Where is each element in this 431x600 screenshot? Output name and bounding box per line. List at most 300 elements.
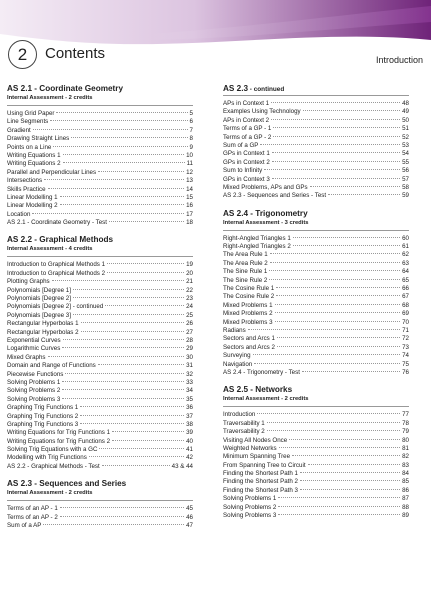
entry-page-number: 89	[402, 512, 409, 520]
entry-title: Weighted Networks	[223, 444, 277, 452]
contents-entry[interactable]	[7, 152, 193, 160]
dot-leader	[272, 178, 400, 179]
dot-leader	[273, 127, 400, 128]
contents-entry[interactable]	[223, 462, 409, 470]
section-assessment-credits: Internal Assessment - 4 credits	[7, 246, 93, 253]
contents-entry[interactable]	[7, 522, 193, 530]
section-divider	[223, 95, 409, 96]
entry-page-number: 13	[186, 177, 193, 185]
contents-entry[interactable]	[223, 504, 409, 512]
entry-page-number: 78	[402, 419, 409, 427]
dot-leader	[276, 295, 400, 296]
entry-page-number: 42	[186, 454, 193, 462]
dot-leader	[253, 354, 401, 355]
contents-entry[interactable]	[223, 125, 409, 133]
entry-title: The Sine Rule 1	[223, 268, 268, 276]
entry-title: Introduction to Graphical Methods 2	[7, 269, 106, 277]
dot-leader	[98, 171, 184, 172]
dot-leader	[73, 297, 184, 298]
contents-entry[interactable]	[7, 135, 193, 143]
contents-section	[223, 385, 409, 520]
dot-leader	[302, 371, 400, 372]
contents-entry[interactable]	[7, 454, 193, 462]
entry-title: Polynomials [Degree 2] - continued	[7, 303, 104, 311]
entry-title: Radians	[223, 326, 246, 334]
entry-title: AS 2.4 - Trigonometry - Test	[223, 368, 300, 376]
dot-leader	[33, 129, 188, 130]
entry-title: Sum to Infinity	[223, 167, 263, 175]
contents-entry[interactable]	[7, 362, 193, 370]
contents-entry[interactable]	[7, 320, 193, 328]
entry-page-number: 29	[186, 345, 193, 353]
entry-title: Visiting All Nodes Once	[223, 436, 288, 444]
entry-title: Finding the Shortest Path 1	[223, 470, 298, 478]
entry-title: AS 2.3 - Sequences and Series - Test	[223, 192, 327, 200]
section-heading	[7, 479, 193, 489]
section-label: Introduction	[375, 55, 423, 65]
contents-entry[interactable]	[223, 167, 409, 175]
contents-entry[interactable]	[223, 335, 409, 343]
dot-leader	[277, 346, 400, 347]
entry-page-number: 40	[186, 437, 193, 445]
contents-entry[interactable]	[7, 219, 193, 227]
entry-page-number: 23	[186, 295, 193, 303]
entry-page-number: 68	[402, 301, 409, 309]
contents-entry[interactable]	[7, 169, 193, 177]
dot-leader	[98, 364, 184, 365]
entry-page-number: 63	[402, 259, 409, 267]
dot-leader	[43, 524, 184, 525]
contents-entry[interactable]	[223, 470, 409, 478]
entry-page-number: 83	[402, 461, 409, 469]
dot-leader	[80, 406, 184, 407]
contents-section	[223, 209, 409, 378]
dot-leader	[271, 102, 400, 103]
entry-title: Graphing Trig Functions 2	[7, 412, 79, 420]
entry-title: Navigation	[223, 360, 253, 368]
section-heading-text: AS 2.3	[223, 84, 249, 93]
dot-leader	[62, 381, 184, 382]
contents-entry[interactable]	[223, 260, 409, 268]
entry-page-number: 51	[402, 125, 409, 133]
section-heading	[223, 209, 409, 219]
dot-leader	[275, 312, 401, 313]
dot-leader	[81, 331, 185, 332]
entry-page-number: 21	[186, 278, 193, 286]
contents-entry[interactable]	[223, 512, 409, 520]
dot-leader	[53, 146, 187, 147]
dot-leader	[254, 363, 400, 364]
contents-entry[interactable]	[7, 337, 193, 345]
entry-page-number: 69	[402, 310, 409, 318]
entry-title: Mixed Problems, APs and GPs	[223, 183, 308, 191]
entry-title: Solving Problems 3	[7, 395, 61, 403]
entry-page-number: 52	[402, 133, 409, 141]
dot-leader	[105, 305, 184, 306]
entry-title: Graphing Trig Functions 1	[7, 404, 79, 412]
contents-entry[interactable]	[7, 396, 193, 404]
entry-page-number: 64	[402, 268, 409, 276]
entry-page-number: 45	[186, 505, 193, 513]
section-heading-text: AS 2.4 - Trigonometry	[223, 208, 308, 218]
entry-title: Writing Equations 2	[7, 160, 61, 168]
entry-title: Skills Practice	[7, 185, 46, 193]
dot-leader	[60, 204, 185, 205]
contents-entry[interactable]	[7, 118, 193, 126]
entry-page-number: 71	[402, 326, 409, 334]
contents-entry[interactable]	[7, 160, 193, 168]
contents-entry[interactable]	[223, 327, 409, 335]
page-title: Contents	[45, 45, 106, 62]
contents-entry[interactable]	[7, 303, 193, 311]
contents-entry[interactable]	[223, 293, 409, 301]
contents-entry[interactable]	[7, 194, 193, 202]
dot-leader	[275, 304, 401, 305]
contents-left-column	[7, 84, 193, 538]
contents-entry[interactable]	[223, 277, 409, 285]
dot-leader	[277, 337, 400, 338]
entry-page-number: 75	[402, 360, 409, 368]
contents-entry[interactable]	[7, 446, 193, 454]
entry-title: Traversability 2	[223, 428, 265, 436]
contents-entry[interactable]	[223, 428, 409, 436]
dot-leader	[73, 289, 184, 290]
entry-title: Introduction to Graphical Methods 1	[7, 261, 106, 269]
section-heading	[223, 385, 409, 395]
entry-title: Graphing Trig Functions 3	[7, 420, 79, 428]
entry-title: Polynomials [Degree 2]	[7, 295, 71, 303]
dot-leader	[102, 465, 170, 466]
entry-page-number: 22	[186, 286, 193, 294]
dot-leader	[80, 415, 184, 416]
section-heading	[7, 235, 193, 245]
entry-title: Mixed Problems 3	[223, 318, 273, 326]
contents-entry[interactable]	[223, 445, 409, 453]
section-divider	[223, 406, 409, 407]
contents-entry[interactable]	[7, 429, 193, 437]
dot-leader	[80, 423, 184, 424]
dot-leader	[63, 339, 184, 340]
contents-entry[interactable]	[223, 108, 409, 116]
entry-title: Sum of a GP	[223, 141, 259, 149]
dot-leader	[248, 329, 400, 330]
entry-page-number: 62	[402, 251, 409, 259]
entry-title: Writing Equations 1	[7, 151, 61, 159]
entry-page-number: 7	[189, 126, 193, 134]
contents-entry[interactable]	[223, 344, 409, 352]
entry-page-number: 39	[186, 429, 193, 437]
entry-page-number: 74	[402, 352, 409, 360]
dot-leader	[278, 514, 400, 515]
entry-title: Using Grid Paper	[7, 110, 55, 117]
entry-title: Linear Modelling 2	[7, 202, 58, 210]
entry-page-number: 27	[186, 328, 193, 336]
contents-entry[interactable]	[7, 329, 193, 337]
dot-leader	[300, 489, 400, 490]
contents-entry[interactable]	[223, 352, 409, 360]
contents-entry[interactable]	[223, 319, 409, 327]
entry-title: Mixed Problems 2	[223, 310, 273, 318]
contents-entry[interactable]	[7, 421, 193, 429]
entry-title: Points on a Line	[7, 143, 52, 151]
entry-title: Solving Problems 3	[223, 512, 277, 520]
entry-title: Line Segments	[7, 118, 49, 126]
entry-page-number: 61	[402, 243, 409, 251]
contents-entry[interactable]	[7, 514, 193, 522]
contents-section	[7, 235, 193, 471]
dot-leader	[99, 448, 184, 449]
entry-page-number: 26	[186, 320, 193, 328]
entry-page-number: 53	[402, 141, 409, 149]
entry-page-number: 25	[186, 311, 193, 319]
entry-page-number: 81	[402, 444, 409, 452]
entry-page-number: 35	[186, 395, 193, 403]
entry-page-number: 49	[402, 108, 409, 116]
contents-entry[interactable]	[7, 144, 193, 152]
entry-page-number: 79	[402, 428, 409, 436]
contents-entry[interactable]	[7, 371, 193, 379]
contents-entry[interactable]	[223, 302, 409, 310]
entry-page-number: 33	[186, 378, 193, 386]
contents-entry[interactable]	[223, 134, 409, 142]
section-assessment-credits: Internal Assessment - 2 credits	[7, 95, 93, 101]
contents-entry[interactable]	[223, 487, 409, 495]
dot-leader	[300, 472, 400, 473]
entry-title: From Spanning Tree to Circuit	[223, 461, 306, 469]
contents-entry[interactable]	[223, 268, 409, 276]
chapter-number-badge	[8, 40, 37, 69]
entry-page-number: 10	[186, 151, 193, 159]
entry-page-number: 34	[186, 387, 193, 395]
dot-leader	[289, 439, 400, 440]
contents-section	[7, 479, 193, 530]
entry-page-number: 57	[402, 175, 409, 183]
contents-entry[interactable]	[7, 287, 193, 295]
contents-entry[interactable]	[223, 453, 409, 461]
entry-page-number: 56	[402, 167, 409, 175]
contents-entry[interactable]	[223, 192, 409, 200]
entry-title: Finding the Shortest Path 3	[223, 486, 298, 494]
contents-entry[interactable]	[7, 505, 193, 513]
entry-title: Modelling with Trig Functions	[7, 454, 87, 462]
contents-section	[7, 84, 193, 227]
contents-entry[interactable]	[7, 387, 193, 395]
contents-entry[interactable]	[7, 295, 193, 303]
dot-leader	[270, 262, 400, 263]
entry-page-number: 85	[402, 478, 409, 486]
contents-entry[interactable]	[223, 251, 409, 259]
dot-leader	[48, 356, 185, 357]
section-divider	[223, 230, 409, 231]
contents-entry[interactable]	[223, 420, 409, 428]
entry-page-number: 37	[186, 412, 193, 420]
entry-page-number: 86	[402, 486, 409, 494]
dot-leader	[50, 120, 187, 121]
entry-title: The Cosine Rule 2	[223, 293, 275, 301]
entry-title: GPs in Context 1	[223, 150, 270, 158]
entry-title: The Area Rule 2	[223, 259, 268, 267]
entry-title: GPs in Context 2	[223, 158, 270, 166]
contents-entry[interactable]	[223, 243, 409, 251]
dot-leader	[267, 430, 400, 431]
contents-entry[interactable]	[223, 150, 409, 158]
contents-entry[interactable]	[223, 100, 409, 108]
dot-leader	[65, 373, 184, 374]
entry-title: Terms of a GP - 2	[223, 133, 272, 141]
contents-entry[interactable]	[223, 176, 409, 184]
entry-page-number: 82	[402, 453, 409, 461]
entry-page-number: 43 & 44	[171, 462, 193, 470]
entry-page-number: 20	[186, 269, 193, 277]
dot-leader	[272, 161, 400, 162]
dot-leader	[273, 136, 400, 137]
entry-title: Terms of an AP - 2	[7, 513, 58, 521]
entry-page-number: 14	[186, 185, 193, 193]
entry-page-number: 55	[402, 158, 409, 166]
section-assessment-credits: Internal Assessment - 2 credits	[223, 396, 309, 403]
entry-page-number: 9	[189, 143, 193, 151]
entry-page-number: 5	[189, 110, 193, 117]
dot-leader	[63, 154, 185, 155]
entry-title: Right-Angled Triangles 2	[223, 243, 291, 251]
entry-title: Mixed Graphs	[7, 353, 46, 361]
entry-page-number: 18	[186, 219, 193, 227]
contents-entry[interactable]	[7, 413, 193, 421]
entry-title: Solving Problems 2	[223, 503, 277, 511]
dot-leader	[109, 221, 184, 222]
section-heading	[223, 84, 409, 95]
section-heading-text: AS 2.2 - Graphical Methods	[7, 235, 114, 245]
entry-title: Traversability 1	[223, 419, 265, 427]
dot-leader	[269, 279, 400, 280]
contents-entry[interactable]	[223, 159, 409, 167]
dot-leader	[71, 137, 187, 138]
entry-title: Solving Problems 1	[223, 495, 277, 503]
entry-page-number: 77	[402, 411, 409, 419]
entry-page-number: 15	[186, 193, 193, 201]
contents-entry[interactable]	[7, 278, 193, 286]
entry-page-number: 30	[186, 353, 193, 361]
entry-page-number: 47	[186, 522, 193, 530]
dot-leader	[293, 237, 400, 238]
entry-page-number: 73	[402, 343, 409, 351]
contents-entry[interactable]	[223, 235, 409, 243]
dot-leader	[48, 188, 185, 189]
contents-entry[interactable]	[7, 379, 193, 387]
dot-leader	[60, 516, 184, 517]
contents-entry[interactable]	[223, 142, 409, 150]
contents-entry[interactable]	[7, 354, 193, 362]
entry-title: Minimum Spanning Tree	[223, 453, 291, 461]
contents-entry[interactable]	[223, 478, 409, 486]
entry-title: Examples Using Technology	[223, 108, 301, 116]
entry-title: The Area Rule 1	[223, 251, 268, 259]
dot-leader	[275, 321, 401, 322]
entry-title: Solving Problems 1	[7, 378, 61, 386]
contents-entry[interactable]	[7, 312, 193, 320]
dot-leader	[60, 196, 185, 197]
contents-entry[interactable]	[223, 361, 409, 369]
contents-entry[interactable]	[223, 411, 409, 419]
entry-page-number: 17	[186, 210, 193, 218]
entry-page-number: 80	[402, 436, 409, 444]
entry-page-number: 24	[186, 303, 193, 311]
entry-title: GPs in Context 3	[223, 175, 270, 183]
contents-entry[interactable]	[7, 177, 193, 185]
contents-entry[interactable]	[7, 261, 193, 269]
entry-title: Location	[7, 210, 31, 218]
contents-entry[interactable]	[223, 310, 409, 318]
dot-leader	[278, 497, 400, 498]
contents-entry[interactable]	[223, 495, 409, 503]
entry-page-number: 48	[402, 100, 409, 107]
contents-entry[interactable]	[7, 202, 193, 210]
entry-page-number: 8	[189, 135, 193, 143]
contents-entry[interactable]	[7, 270, 193, 278]
section-divider	[7, 105, 193, 106]
entry-page-number: 54	[402, 150, 409, 158]
entry-title: The Cosine Rule 1	[223, 285, 275, 293]
dot-leader	[270, 253, 400, 254]
contents-entry[interactable]	[7, 110, 193, 118]
contents-entry[interactable]	[223, 437, 409, 445]
entry-title: Piecewise Functions	[7, 370, 64, 378]
section-assessment-credits: Internal Assessment - 2 credits	[7, 490, 93, 497]
contents-entry[interactable]	[7, 404, 193, 412]
entry-page-number: 66	[402, 285, 409, 293]
dot-leader	[272, 152, 400, 153]
entry-title: Sum of a AP	[7, 522, 42, 530]
contents-entry[interactable]	[223, 184, 409, 192]
entry-title: Introduction	[223, 411, 256, 419]
entry-title: Terms of an AP - 1	[7, 505, 58, 513]
entry-title: AS 2.2 - Graphical Methods - Test	[7, 462, 100, 470]
contents-entry[interactable]	[7, 463, 193, 471]
entry-page-number: 67	[402, 293, 409, 301]
entry-page-number: 16	[186, 202, 193, 210]
section-heading-text: AS 2.1 - Coordinate Geometry	[7, 84, 124, 93]
entry-title: Sectors and Arcs 2	[223, 343, 275, 351]
contents-entry[interactable]	[7, 127, 193, 135]
dot-leader	[62, 398, 184, 399]
section-divider	[7, 256, 193, 257]
dot-leader	[52, 280, 184, 281]
contents-entry[interactable]	[7, 186, 193, 194]
dot-leader	[278, 506, 400, 507]
entry-page-number: 36	[186, 404, 193, 412]
contents-entry[interactable]	[223, 369, 409, 377]
dot-leader	[303, 110, 400, 111]
dot-leader	[32, 213, 184, 214]
contents-entry[interactable]	[7, 345, 193, 353]
entry-title: Solving Trig Equations with a GC	[7, 446, 98, 454]
section-heading-text: AS 2.5 - Networks	[223, 385, 293, 395]
entry-title: AS 2.1 - Coordinate Geometry - Test	[7, 219, 107, 227]
contents-entry[interactable]	[223, 117, 409, 125]
entry-title: Drawing Straight Lines	[7, 135, 70, 143]
entry-title: Sectors and Arcs 1	[223, 335, 275, 343]
contents-entry[interactable]	[7, 211, 193, 219]
contents-entry[interactable]	[7, 438, 193, 446]
entry-title: Mixed Problems 1	[223, 301, 273, 309]
dot-leader	[73, 314, 184, 315]
entry-page-number: 87	[402, 495, 409, 503]
entry-title: Gradient	[7, 126, 31, 134]
contents-entry[interactable]	[223, 285, 409, 293]
entry-title: Parallel and Perpendicular Lines	[7, 168, 97, 176]
dot-leader	[267, 422, 400, 423]
entry-title: Exponential Curves	[7, 336, 61, 344]
